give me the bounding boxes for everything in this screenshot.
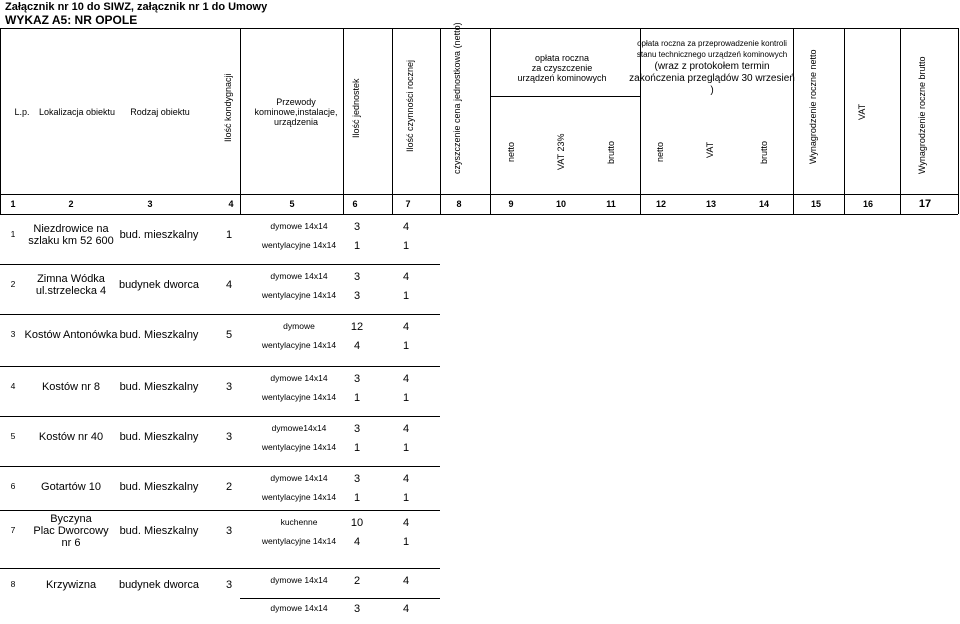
header-gross-1: brutto (606, 140, 616, 164)
header-unit-price: czyszczenie cena jednostkowa (netto) (452, 22, 462, 174)
row-item-units: 2 (353, 575, 361, 587)
column-number: 1 (10, 199, 16, 209)
header-location: Lokalizacja obiektu (38, 107, 116, 117)
column-number: 4 (228, 199, 234, 209)
row-object-type: budynek dworca (118, 279, 200, 291)
document-subtitle: Załącznik nr 10 do SIWZ, załącznik nr 1 do Umowy (5, 1, 268, 13)
column-number: 12 (655, 199, 667, 209)
grid-line-vertical (793, 28, 794, 214)
row-object-type: bud. Mieszkalny (119, 525, 199, 537)
row-location: szlaku km 52 600 (28, 235, 114, 247)
row-lp: 5 (10, 431, 16, 441)
row-floors: 1 (225, 229, 233, 241)
row-object-type: bud. Mieszkalny (119, 481, 199, 493)
row-lp: 2 (10, 279, 16, 289)
row-item-name: wentylacyjne 14x14 (261, 340, 337, 350)
row-item-units: 3 (353, 221, 361, 233)
column-number: 13 (705, 199, 717, 209)
row-lp: 7 (10, 525, 16, 535)
row-item-units: 1 (353, 392, 361, 404)
row-item-name: wentylacyjne 14x14 (261, 240, 337, 250)
row-item-operations: 1 (402, 392, 410, 404)
row-item-units: 1 (353, 442, 361, 454)
header-flues-line2: kominowe,instalacje, (254, 107, 338, 117)
row-lp: 1 (10, 229, 16, 239)
column-number: 10 (555, 199, 567, 209)
grid-line-vertical (343, 28, 344, 214)
grid-line-horizontal (0, 366, 440, 367)
row-item-name: wentylacyjne 14x14 (261, 442, 337, 452)
row-lp: 3 (10, 329, 16, 339)
row-item-operations: 1 (402, 442, 410, 454)
row-item-name: wentylacyjne 14x14 (261, 492, 337, 502)
row-item-units: 3 (353, 373, 361, 385)
header-net-1: netto (506, 141, 516, 162)
grid-line-horizontal (0, 214, 958, 215)
row-item-units: 3 (353, 603, 361, 615)
header-flues-line3: urządzenia (273, 117, 319, 127)
header-annual-vat: VAT (857, 103, 867, 120)
header-annual-gross: Wynagrodzenie roczne brutto (917, 56, 927, 174)
document-title: WYKAZ A5: NR OPOLE (5, 13, 138, 27)
grid-line-horizontal (0, 194, 958, 195)
row-item-operations: 4 (402, 221, 410, 233)
row-item-name: wentylacyjne 14x14 (261, 290, 337, 300)
row-object-type: budynek dworca (118, 579, 200, 591)
grid-line-horizontal (0, 314, 440, 315)
header-lp: L.p. (14, 107, 30, 117)
header-operations: Ilość czynności rocznej (405, 59, 415, 152)
row-item-name: dymowe 14x14 (270, 221, 328, 231)
header-object-type: Rodzaj obiektu (130, 107, 190, 117)
row-lp: 6 (10, 481, 16, 491)
row-item-operations: 4 (402, 423, 410, 435)
row-location: Niezdrowice na (33, 223, 109, 235)
column-number: 7 (405, 199, 411, 209)
row-location: Gotartów 10 (41, 481, 101, 493)
grid-line-vertical (958, 28, 959, 214)
header-cleaning-fee-line1: opłata roczna (534, 53, 590, 63)
row-floors: 3 (225, 381, 233, 393)
grid-line-vertical (490, 28, 491, 214)
row-item-operations: 4 (402, 271, 410, 283)
grid-line-vertical (240, 28, 241, 214)
row-floors: 3 (225, 579, 233, 591)
row-location: Byczyna (50, 513, 92, 525)
header-net-2: netto (655, 141, 665, 162)
column-number: 8 (456, 199, 462, 209)
column-number: 16 (862, 199, 874, 209)
row-location: ul.strzelecka 4 (35, 285, 107, 297)
header-inspection-fee-line4: zakończenia przeglądów 30 wrzesień (629, 73, 795, 84)
grid-line-horizontal (0, 466, 440, 467)
header-inspection-fee-line3: (wraz z protokołem termin (654, 61, 770, 72)
row-item-units: 4 (353, 536, 361, 548)
row-item-units: 1 (353, 240, 361, 252)
row-location: nr 6 (61, 537, 81, 549)
row-item-name: dymowe 14x14 (270, 575, 328, 585)
header-inspection-fee-line5: ) (710, 85, 714, 96)
row-item-name: dymowe 14x14 (270, 271, 328, 281)
row-item-operations: 1 (402, 290, 410, 302)
row-item-operations: 4 (402, 575, 410, 587)
column-number: 2 (68, 199, 74, 209)
row-item-name: dymowe 14x14 (270, 473, 328, 483)
row-item-units: 1 (353, 492, 361, 504)
grid-line-vertical (440, 28, 441, 214)
grid-line-horizontal (0, 416, 440, 417)
grid-line-horizontal (0, 568, 440, 569)
grid-line-horizontal (0, 28, 958, 29)
grid-line-vertical (392, 28, 393, 214)
row-item-name: dymowe14x14 (271, 423, 327, 433)
row-location: Zimna Wódka (37, 273, 105, 285)
grid-line-horizontal (0, 264, 440, 265)
header-vat-2: VAT (705, 141, 715, 158)
header-gross-2: brutto (759, 140, 769, 164)
row-item-name: wentylacyjne 14x14 (261, 392, 337, 402)
row-item-operations: 4 (402, 473, 410, 485)
grid-line-horizontal (240, 598, 440, 599)
row-lp: 4 (10, 381, 16, 391)
row-item-units: 3 (353, 473, 361, 485)
row-item-operations: 4 (402, 321, 410, 333)
row-floors: 2 (225, 481, 233, 493)
row-item-operations: 4 (402, 373, 410, 385)
column-number: 3 (147, 199, 153, 209)
column-number: 11 (606, 199, 616, 209)
row-floors: 3 (225, 525, 233, 537)
row-location: Krzywizna (45, 579, 97, 591)
grid-line-vertical (0, 28, 1, 214)
header-floors: Ilość kondygnacji (223, 73, 233, 142)
row-item-units: 3 (353, 290, 361, 302)
row-floors: 4 (225, 279, 233, 291)
grid-line-vertical (844, 28, 845, 214)
row-item-units: 3 (353, 271, 361, 283)
row-item-name: dymowe (283, 321, 315, 331)
column-number: 5 (289, 199, 295, 209)
column-number: 6 (352, 199, 358, 209)
row-lp: 8 (10, 579, 16, 589)
row-item-operations: 1 (402, 240, 410, 252)
header-annual-net: Wynagrodzenie roczne netto (808, 49, 818, 164)
row-item-units: 4 (353, 340, 361, 352)
row-location: Plac Dworcowy (33, 525, 109, 537)
header-flues-line1: Przewody (276, 97, 316, 107)
row-item-name: kuchenne (280, 517, 318, 527)
header-cleaning-fee-line3: urządzeń kominowych (517, 73, 607, 83)
row-location: Kostów nr 40 (38, 431, 104, 443)
row-object-type: bud. Mieszkalny (119, 381, 199, 393)
header-inspection-fee-line1: opłata roczna za przeprowadzenie kontroli (637, 39, 787, 48)
row-item-name: dymowe 14x14 (270, 373, 328, 383)
column-number: 9 (508, 199, 514, 209)
header-inspection-fee-line2: stanu technicznego urządzeń kominowych (636, 50, 788, 59)
row-item-operations: 1 (402, 340, 410, 352)
grid-line-horizontal (490, 96, 640, 97)
row-floors: 5 (225, 329, 233, 341)
row-item-units: 3 (353, 423, 361, 435)
row-item-operations: 1 (402, 492, 410, 504)
row-item-operations: 4 (402, 517, 410, 529)
row-item-units: 10 (350, 517, 364, 529)
grid-line-vertical (900, 28, 901, 214)
row-location: Kostów Antonówka (24, 329, 118, 341)
row-item-name: dymowe 14x14 (270, 603, 328, 613)
column-number: 14 (758, 199, 770, 209)
row-location: Kostów nr 8 (41, 381, 101, 393)
row-item-operations: 1 (402, 536, 410, 548)
column-number: 15 (810, 199, 822, 209)
row-object-type: bud. Mieszkalny (119, 329, 199, 341)
row-item-units: 12 (350, 321, 364, 333)
grid-line-horizontal (0, 510, 440, 511)
row-item-name: wentylacyjne 14x14 (261, 536, 337, 546)
header-vat-1: VAT 23% (556, 133, 566, 170)
column-number: 17 (918, 198, 932, 210)
header-units: Ilość jednostek (351, 78, 361, 138)
row-item-operations: 4 (402, 603, 410, 615)
row-floors: 3 (225, 431, 233, 443)
header-cleaning-fee-line2: za czyszczenie (531, 63, 593, 73)
row-object-type: bud. Mieszkalny (119, 431, 199, 443)
row-object-type: bud. mieszkalny (119, 229, 199, 241)
